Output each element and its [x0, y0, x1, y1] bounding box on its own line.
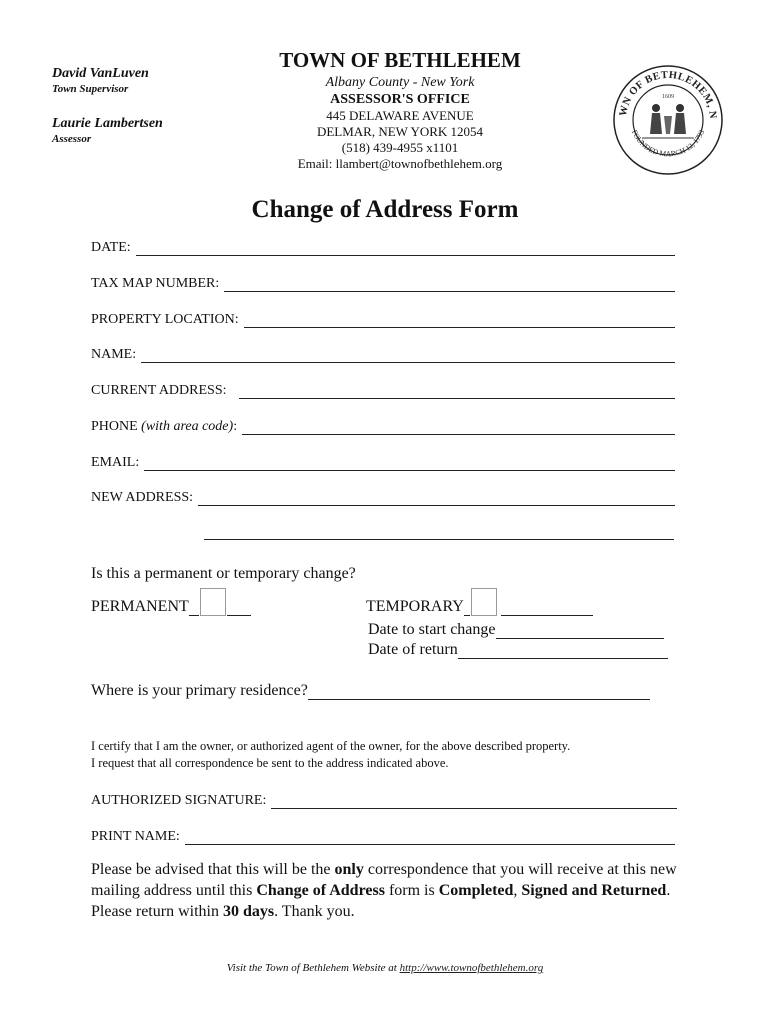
primary-residence-field[interactable]	[91, 682, 650, 700]
notice-emphasis-form: Change of Address	[256, 882, 385, 899]
property-location-input-line[interactable]	[244, 314, 675, 328]
property-location-field[interactable]	[91, 310, 675, 328]
officials-block	[52, 66, 163, 146]
permanent-option	[91, 588, 251, 616]
assessor-title: Assessor	[52, 133, 92, 145]
date-label: DATE:	[91, 240, 131, 255]
notice-emphasis-signed: Signed and Returned	[521, 882, 667, 899]
name-input-line[interactable]	[141, 349, 675, 363]
office-name: ASSESSOR'S OFFICE	[330, 92, 470, 107]
name-field[interactable]	[91, 345, 675, 363]
return-date-input-line[interactable]	[458, 644, 668, 659]
footer-text: Visit the Town of Bethlehem Website at	[226, 962, 400, 974]
svg-text:1609: 1609	[662, 94, 674, 100]
start-date-label: Date to start change	[368, 621, 496, 638]
start-date-input-line[interactable]	[496, 624, 664, 639]
supervisor-title: Town Supervisor	[52, 83, 129, 95]
town-name: TOWN OF BETHLEHEM	[279, 48, 521, 72]
website-link[interactable]: http://www.townofbethlehem.org	[399, 962, 544, 974]
signature-input-line[interactable]	[271, 795, 677, 809]
phone-field[interactable]	[91, 417, 675, 435]
date-field[interactable]	[91, 238, 675, 256]
notice-paragraph: Please be advised that this will be the only correspondence that you will receive at this new mailing address until this Change of Address form is Completed, Signed and Returned. Please return within 30 days. Thank you.	[91, 861, 677, 920]
tax-map-input-line[interactable]	[224, 278, 675, 292]
office-phone: (518) 439-4955 x1101	[341, 140, 459, 155]
county-line: Albany County - New York	[325, 75, 475, 90]
new-address-line-2[interactable]	[204, 538, 674, 540]
form-title: Change of Address Form	[251, 196, 519, 223]
new-address-input-line[interactable]	[198, 492, 675, 506]
print-name-label: PRINT NAME:	[91, 829, 180, 844]
notice-emphasis-days: 30 days	[222, 903, 275, 920]
name-label: NAME:	[91, 347, 137, 362]
date-input-line[interactable]	[136, 242, 675, 256]
address-line-1: 445 DELAWARE AVENUE	[326, 108, 474, 123]
primary-residence-input-line[interactable]	[308, 685, 650, 700]
tax-map-label: TAX MAP NUMBER:	[91, 276, 220, 291]
svg-text:FOUNDED MARCH 12, 1793: FOUNDED MARCH 12, 1793	[629, 128, 707, 159]
new-address-label: NEW ADDRESS:	[91, 490, 194, 505]
return-date-label: Date of return	[368, 641, 458, 658]
town-seal-icon	[612, 64, 724, 176]
current-address-input-line[interactable]	[239, 385, 676, 399]
svg-text:TOWN OF BETHLEHEM, N.Y.: WN OF BETHLEHEM, N	[617, 69, 719, 120]
start-date-field[interactable]	[368, 621, 664, 639]
address-line-2: DELMAR, NEW YORK 12054	[316, 124, 484, 139]
letterhead	[250, 48, 550, 172]
primary-residence-label: Where is your primary residence?	[91, 682, 308, 699]
new-address-field[interactable]	[91, 488, 675, 506]
notice-emphasis-completed: Completed	[438, 882, 514, 899]
assessor-name: Laurie Lambertsen	[52, 116, 163, 131]
certify-line-1: I certify that I am the owner, or authorized agent of the owner, for the above described property.	[91, 739, 571, 753]
phone-input-line[interactable]	[242, 421, 675, 435]
email-input-line[interactable]	[144, 457, 675, 471]
notice-emphasis-only: only	[334, 861, 364, 878]
current-address-field[interactable]	[91, 381, 675, 399]
print-name-field[interactable]	[91, 827, 675, 845]
signature-label: AUTHORIZED SIGNATURE:	[91, 793, 267, 808]
supervisor-name: David VanLuven	[52, 66, 149, 81]
return-date-field[interactable]	[368, 641, 668, 659]
print-name-input-line[interactable]	[185, 831, 675, 845]
change-question: Is this a permanent or temporary change?	[91, 565, 356, 582]
temporary-checkbox[interactable]	[471, 588, 497, 616]
email-label: EMAIL:	[91, 455, 140, 470]
temporary-option	[366, 588, 593, 616]
footer	[0, 962, 770, 974]
tax-map-field[interactable]	[91, 274, 675, 292]
temporary-label: TEMPORARY	[366, 598, 464, 615]
certify-line-2: I request that all correspondence be sent to the address indicated above.	[91, 756, 449, 770]
phone-label: PHONE (with area code):	[91, 419, 238, 434]
permanent-checkbox[interactable]	[200, 588, 226, 616]
office-email: Email: llambert@townofbethlehem.org	[297, 156, 503, 171]
email-field[interactable]	[91, 453, 675, 471]
certification-text	[91, 738, 691, 772]
phone-note: (with area code)	[141, 419, 234, 434]
permanent-label: PERMANENT	[91, 598, 189, 615]
property-location-label: PROPERTY LOCATION:	[91, 312, 239, 327]
current-address-label: CURRENT ADDRESS:	[91, 383, 227, 398]
signature-field[interactable]	[91, 791, 677, 809]
